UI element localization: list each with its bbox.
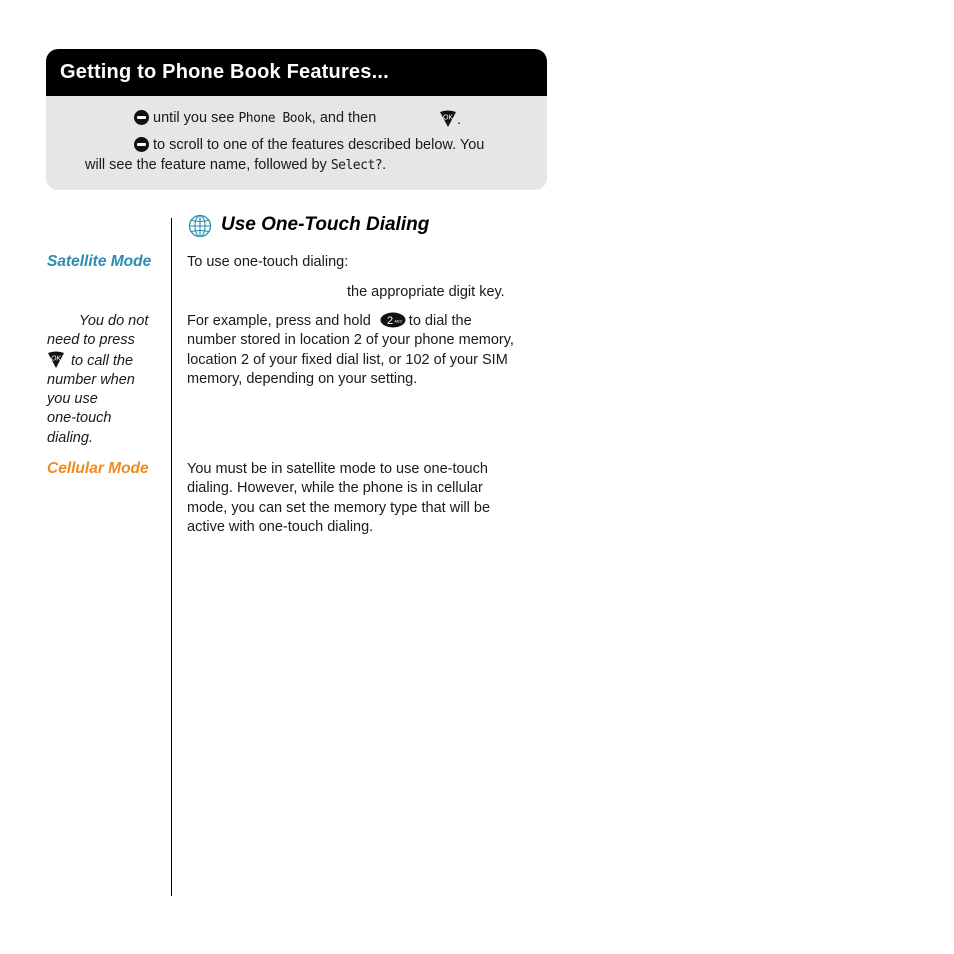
- cellular-line: mode, you can set the memory type that will be: [187, 499, 491, 516]
- example-line: number stored in location 2 of your phone memory,: [187, 332, 514, 349]
- key-2-sublabel: ABC: [394, 318, 403, 324]
- key-2-label: 2: [386, 315, 393, 327]
- satellite-example: [187, 312, 514, 389]
- satellite-intro: To use one-touch dialing:: [187, 254, 349, 270]
- cellular-line: You must be in satellite mode to use one-touch: [187, 461, 488, 477]
- satellite-mode-label: Satellite Mode: [47, 253, 152, 270]
- instruction-text: .: [382, 157, 387, 173]
- note-line: need to press: [47, 332, 135, 349]
- note-text: to call the: [71, 352, 134, 369]
- instruction-line-3: [85, 157, 386, 173]
- satellite-step: the appropriate digit key.: [347, 284, 505, 300]
- ok-key-icon: [47, 351, 65, 369]
- note-line: dialing.: [47, 429, 93, 446]
- globe-icon: [188, 214, 212, 238]
- ok-key-icon: [439, 110, 457, 128]
- cellular-text: [187, 460, 490, 537]
- note-line: You do not: [79, 313, 149, 329]
- cellular-line: dialing. However, while the phone is in cellular: [187, 480, 483, 497]
- section-title: Use One-Touch Dialing: [221, 214, 430, 235]
- note-line: number when: [47, 371, 135, 388]
- cellular-mode-label: Cellular Mode: [47, 460, 149, 477]
- example-text: to dial the: [408, 313, 472, 329]
- ok-key-label: OK: [442, 114, 454, 122]
- instruction-line-2: [134, 137, 484, 153]
- example-line: memory, depending on your setting.: [187, 370, 418, 387]
- ok-key-label: OK: [50, 355, 62, 363]
- header-bar: [46, 49, 547, 96]
- menu-key-icon: [134, 110, 149, 125]
- instruction-text: until you see: [153, 110, 239, 126]
- example-text: For example, press and hold: [187, 313, 371, 329]
- display-text-phone-book: Phone Book: [238, 111, 312, 126]
- instruction-text: to scroll to one of the features described below. You: [153, 137, 485, 153]
- instruction-period: .: [457, 112, 462, 128]
- note-line: [47, 351, 162, 371]
- instruction-text: will see the feature name, followed by: [85, 157, 331, 173]
- column-divider: [171, 218, 172, 896]
- instruction-ok: [439, 110, 461, 128]
- instruction-line-1: [134, 110, 376, 126]
- note-line: you use: [47, 391, 98, 408]
- side-note: [47, 312, 162, 448]
- example-line: location 2 of your fixed dial list, or 102 of your SIM: [187, 351, 508, 368]
- example-line: [187, 312, 514, 331]
- page-title: Getting to Phone Book Features...: [60, 61, 389, 83]
- instruction-text: , and then: [311, 110, 377, 126]
- key-2-icon: [380, 312, 406, 328]
- menu-key-icon: [134, 137, 149, 152]
- note-line: one-touch: [47, 410, 112, 427]
- display-text-select: Select?: [330, 158, 383, 173]
- cellular-line: active with one-touch dialing.: [187, 518, 374, 535]
